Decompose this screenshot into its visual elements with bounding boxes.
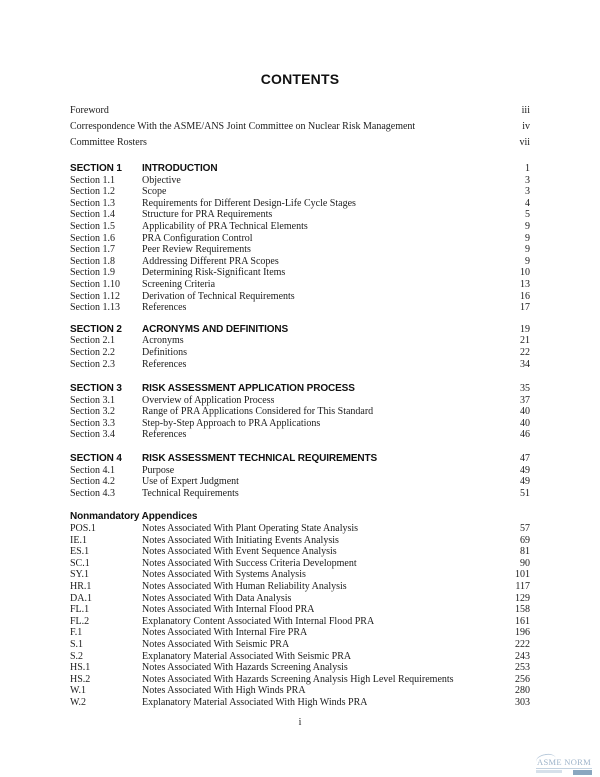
toc-entry-title: Notes Associated With Systems Analysis [142,569,306,581]
toc-entry-label: Section 4.2 [70,476,115,488]
toc-section-page: 47 [520,453,530,465]
toc-entry-label: Section 3.2 [70,406,115,418]
toc-entry-title: Notes Associated With Success Criteria Development [142,557,357,569]
toc-entry-page: 117 [515,581,530,592]
toc-entry-title: Notes Associated With Seismic PRA [142,638,290,650]
appendices-block [70,511,530,708]
toc-entry-page: 243 [515,650,530,662]
toc-entry-page: 49 [520,464,530,476]
toc-entry-label: Section 3.3 [70,417,115,429]
toc-entry[interactable] [70,488,530,500]
toc-entry[interactable] [70,267,530,279]
toc-entry[interactable] [70,697,530,709]
toc-entry-title: Range of PRA Applications Considered for This Standard [142,406,374,418]
toc-entry-page: 3 [525,174,530,186]
toc-entry-title: Addressing Different PRA Scopes [142,255,279,267]
toc-entry-label: HS.2 [70,673,91,685]
toc-entry[interactable] [70,256,530,268]
toc-section-header[interactable] [70,383,530,395]
toc-entry-page: 21 [520,335,530,347]
toc-entry-page: 16 [520,290,530,302]
toc-entry[interactable] [70,347,530,359]
page-title: CONTENTS [260,71,340,87]
toc-entry-title: Screening Criteria [142,278,216,290]
toc-entry-label: S.2 [70,650,84,662]
toc-entry[interactable] [70,279,530,291]
toc-entry-page: 5 [525,209,530,221]
toc-entry-page: 101 [515,569,530,581]
toc-entry-title: Acronyms [142,335,184,347]
toc-entry-label: Section 3.1 [70,394,115,406]
toc-entry[interactable] [70,418,530,430]
toc-entry-title: Notes Associated With Hazards Screening Analysis [142,662,348,674]
toc-section-title: ACRONYMS AND DEFINITIONS [142,323,289,335]
toc-entry-title: Requirements for Different Design-Life Cycle Stages [142,197,356,209]
toc-entry-label: Section 4.1 [70,464,115,476]
toc-section-group [70,163,530,314]
toc-entry-page: 256 [515,673,530,685]
toc-entry-label: FL.1 [70,604,90,616]
toc-entry[interactable] [70,233,530,245]
toc-section-header[interactable] [70,453,530,465]
toc-entry-label: HS.1 [70,662,91,674]
toc-entry-page: 51 [520,487,530,499]
toc-section-title: RISK ASSESSMENT TECHNICAL REQUIREMENTS [142,453,378,465]
toc-entry-page: vii [519,137,530,148]
toc-entry[interactable] [70,221,530,233]
toc-entry-title: References [142,358,187,370]
toc-entry-page: 57 [520,523,530,535]
toc-entry-label: Section 1.9 [70,267,115,279]
toc-entry-label: Section 1.5 [70,220,115,232]
toc-entry-title: Applicability of PRA Technical Elements [142,220,308,232]
toc-entry-page: 69 [520,534,530,546]
toc-entry[interactable] [70,395,530,407]
toc-section-header[interactable] [70,324,530,336]
toc-entry-label: Section 2.2 [70,346,115,358]
toc-section-label: SECTION 2 [70,323,122,335]
toc-entry-page: 9 [525,232,530,244]
toc-entry-label: FL.2 [70,615,90,627]
toc-entry-label: SY.1 [70,569,89,581]
toc-entry-title: Determining Risk-Significant Items [142,267,286,279]
toc-section-page: 35 [520,383,530,395]
toc-entry-title: Notes Associated With Human Reliability Analysis [142,581,347,592]
toc-section-header[interactable] [70,163,530,175]
toc-entry-title: Explanatory Material Associated With High Winds PRA [142,696,368,708]
sections-list [70,163,530,499]
toc-entry[interactable] [70,662,530,674]
toc-entry[interactable] [70,523,530,535]
asme-norm-logo [536,758,592,776]
toc-section-group [70,453,530,499]
toc-entry-label: HR.1 [70,581,92,592]
toc-entry-title: Correspondence With the ASME/ANS Joint Committee on Nuclear Risk Management [70,121,416,132]
front-matter-list [70,103,530,151]
toc-entry-label: Section 1.10 [70,278,120,290]
toc-entry-label: POS.1 [70,523,96,535]
toc-entry[interactable] [70,546,530,558]
toc-content [70,0,530,729]
toc-entry-title: Derivation of Technical Requirements [142,290,295,302]
toc-entry-title: Committee Rosters [70,137,147,148]
toc-entry-title: Scope [142,186,167,198]
toc-entry-title: References [142,302,187,314]
toc-entry-title: Purpose [142,464,175,476]
toc-entry-page: 4 [525,197,530,209]
toc-section-label: SECTION 4 [70,453,122,465]
toc-entry-page: 46 [520,429,530,441]
toc-entry[interactable] [70,359,530,371]
toc-entry-title: Notes Associated With Initiating Events Analysis [142,534,339,546]
toc-entry-page: 22 [520,346,530,358]
toc-entry-page: 34 [520,358,530,370]
toc-entry-label: Section 1.3 [70,197,115,209]
toc-entry-page: 196 [515,627,530,639]
toc-entry-page: 40 [520,406,530,418]
toc-entry[interactable] [70,335,530,347]
toc-entry-title: Structure for PRA Requirements [142,209,273,221]
toc-section-group [70,383,530,441]
logo-subtext-badge [573,770,592,775]
toc-entry-page: 9 [525,220,530,232]
toc-section-page: 1 [525,163,530,174]
toc-entry-page: 3 [525,186,530,198]
toc-entry-page: 161 [515,615,530,627]
toc-entry[interactable] [70,569,530,581]
toc-entry[interactable] [70,429,530,441]
toc-entry-page: 13 [520,278,530,290]
appendix-list [70,523,530,709]
toc-entry[interactable] [70,535,530,547]
logo-divider [536,768,592,769]
toc-entry[interactable] [70,198,530,210]
toc-entry-label: W.1 [70,685,87,697]
toc-entry-page: 90 [520,557,530,569]
toc-entry-label: W.2 [70,696,87,708]
toc-entry[interactable] [70,291,530,303]
toc-entry[interactable] [70,674,530,686]
toc-entry[interactable] [70,627,530,639]
toc-entry-page: 37 [520,394,530,406]
toc-entry-label: Section 1.12 [70,290,120,302]
toc-entry-label: Section 1.6 [70,232,115,244]
toc-entry-title: Foreword [70,105,109,116]
toc-entry[interactable] [70,465,530,477]
toc-entry[interactable] [70,581,530,593]
toc-entry-title: Notes Associated With Event Sequence Analysis [142,546,337,558]
logo-text: ASME NORM [537,756,591,767]
toc-entry-label: ES.1 [70,546,90,558]
toc-entry-title: Explanatory Content Associated With Internal Flood PRA [142,615,375,627]
toc-entry[interactable] [70,406,530,418]
toc-entry-label: Section 1.1 [70,174,115,186]
logo-subtext [536,770,592,775]
toc-entry-page: 158 [515,604,530,616]
toc-entry-label: Section 1.4 [70,209,115,221]
toc-entry-page: 10 [520,267,530,279]
toc-entry-title: Notes Associated With Hazards Screening Analysis High Level Requirements [142,673,454,685]
toc-entry[interactable] [70,186,530,198]
toc-entry-title: Explanatory Material Associated With Seismic PRA [142,650,352,662]
toc-entry[interactable] [70,135,530,151]
logo-subtext-left [536,770,562,773]
toc-entry-page: 17 [520,302,530,314]
toc-entry-title: Notes Associated With Internal Flood PRA [142,604,315,616]
toc-entry[interactable] [70,651,530,663]
toc-entry[interactable] [70,593,530,605]
toc-entry-page: 303 [515,696,530,708]
toc-section-label: SECTION 3 [70,383,122,395]
page-number-footer: i [298,716,302,728]
toc-entry-label: Section 1.7 [70,244,115,256]
toc-entry-label: Section 2.3 [70,358,115,370]
toc-entry-label: Section 4.3 [70,487,115,499]
toc-entry-title: Objective [142,174,181,186]
toc-entry-page: iii [521,105,530,116]
toc-entry-label: IE.1 [70,534,87,546]
toc-entry-page: 49 [520,476,530,488]
toc-section-group [70,324,530,370]
toc-entry[interactable] [70,685,530,697]
toc-entry-page: 81 [520,546,530,558]
toc-entry-title: Notes Associated With Plant Operating State Analysis [142,523,359,535]
toc-entry-label: Section 2.1 [70,335,115,347]
toc-entry[interactable] [70,302,530,314]
toc-entry-label: F.1 [70,627,83,639]
toc-entry[interactable] [70,103,530,119]
toc-entry-title: Definitions [142,346,187,358]
toc-entry[interactable] [70,119,530,135]
toc-entry-title: Technical Requirements [142,487,239,499]
toc-entry-label: Section 3.4 [70,429,115,441]
toc-entry[interactable] [70,604,530,616]
toc-entry-page: 9 [525,244,530,256]
toc-entry[interactable] [70,209,530,221]
toc-section-label: SECTION 1 [70,163,122,174]
toc-entry[interactable] [70,476,530,488]
toc-section-page: 19 [520,323,530,335]
toc-entry-title: Use of Expert Judgment [142,476,239,488]
toc-entry-page: 129 [515,592,530,604]
toc-entry[interactable] [70,244,530,256]
toc-entry-title: Overview of Application Process [142,394,275,406]
toc-entry-title: Notes Associated With High Winds PRA [142,685,306,697]
toc-entry[interactable] [70,175,530,187]
toc-entry-label: S.1 [70,638,84,650]
toc-entry[interactable] [70,558,530,570]
appendices-heading: Nonmandatory Appendices [70,511,198,523]
toc-entry-label: DA.1 [70,592,92,604]
toc-entry-label: Section 1.2 [70,186,115,198]
toc-entry[interactable] [70,616,530,628]
toc-section-title: RISK ASSESSMENT APPLICATION PROCESS [142,383,355,395]
toc-entry-title: Notes Associated With Internal Fire PRA [142,627,308,639]
toc-entry-title: Step-by-Step Approach to PRA Applications [142,417,321,429]
toc-entry-page: iv [522,121,530,132]
toc-entry-title: Notes Associated With Data Analysis [142,592,292,604]
toc-entry-label: Section 1.13 [70,302,120,314]
toc-entry-page: 9 [525,255,530,267]
toc-entry-page: 222 [515,638,530,650]
toc-entry[interactable] [70,639,530,651]
toc-entry-label: Section 1.8 [70,255,115,267]
toc-entry-page: 40 [520,417,530,429]
toc-entry-title: PRA Configuration Control [142,232,253,244]
toc-entry-page: 253 [515,662,530,674]
toc-entry-page: 280 [515,685,530,697]
toc-entry-label: SC.1 [70,557,90,569]
toc-entry-title: References [142,429,187,441]
toc-section-title: INTRODUCTION [142,163,218,174]
toc-entry-title: Peer Review Requirements [142,244,251,256]
